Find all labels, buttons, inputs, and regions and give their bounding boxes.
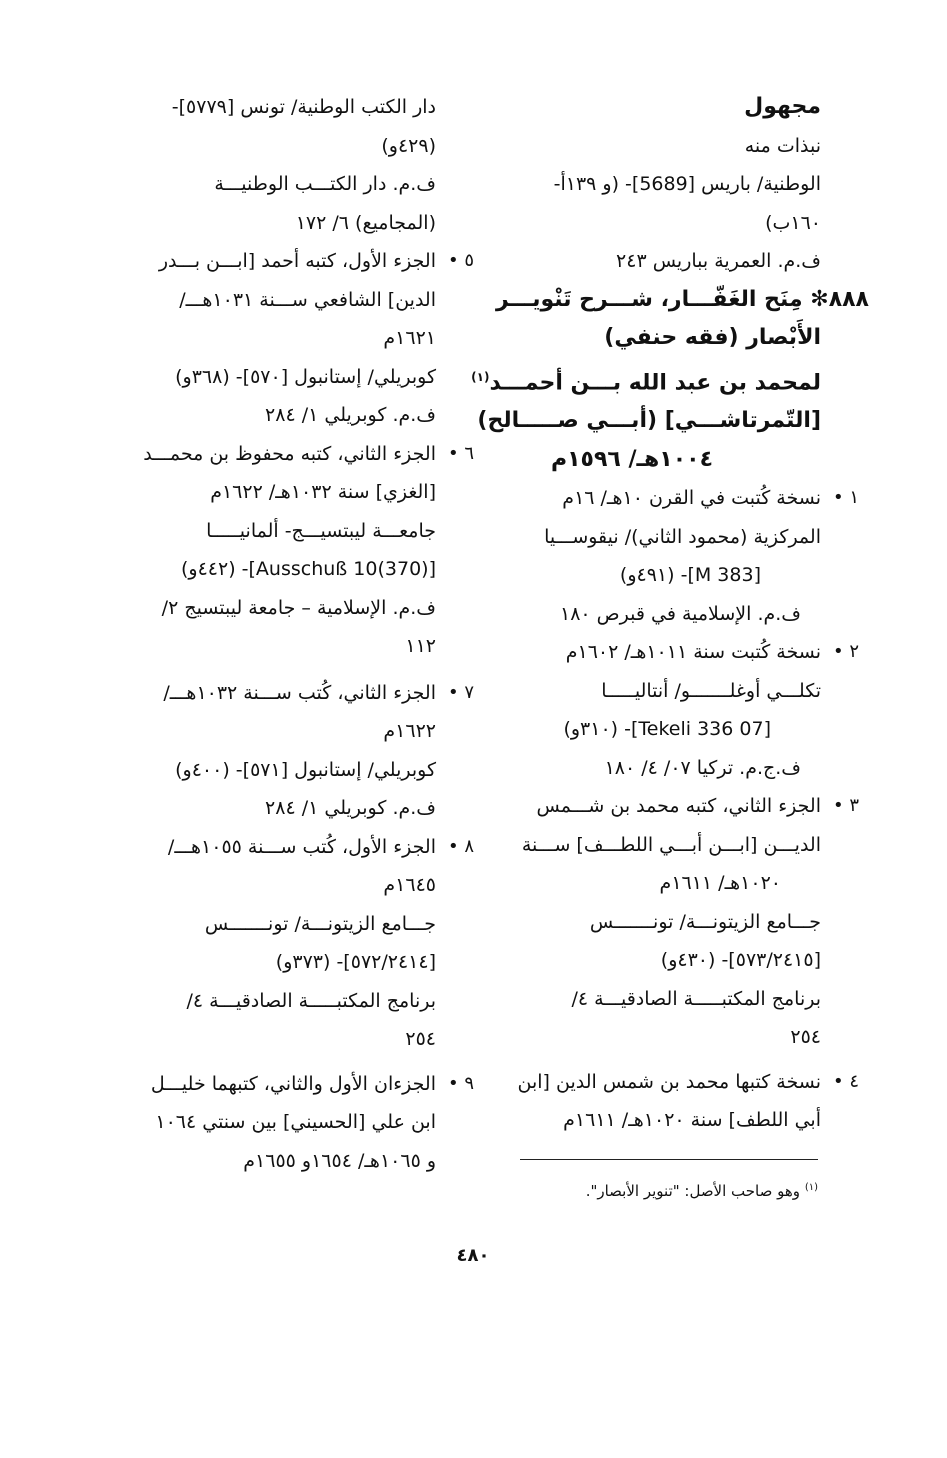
item-line: كوبريلي/ إستانبول [٥٧١]- (٤٠٠و) (175, 758, 436, 781)
item-line: الديـــن [ابـــن أبـــي اللطـــف] ســـنة (521, 833, 821, 856)
item-number: ٣ • (832, 795, 859, 817)
item-line: الجزء الثاني، كُتب ســـنة ١٠٣٢هـــ/ (163, 681, 436, 704)
item-line: ١٦٢٢م (383, 720, 436, 742)
item-line: ١١٢ (405, 635, 436, 657)
item-line: ف.م. كوبريلي ١/ ٢٨٤ (265, 404, 436, 426)
text-line: (المجاميع) ٦/ ١٧٢ (295, 211, 436, 234)
paris-line: الوطنية/ باريس [5689]- (و ١٣٩أ- (553, 173, 821, 195)
item-line: [07 Tekeli 336]- (٣١٠و) (563, 718, 771, 741)
item-line: ف.م. الإسلامية – جامعة ليبتسيج ٢/ (161, 596, 436, 619)
page-number: ٤٨٠ (456, 1245, 490, 1266)
item-line: [الغزي] سنة ١٠٣٢هـ/ ١٦٢٢م (210, 481, 436, 503)
text-line: (٤٢٩و) (381, 134, 436, 157)
item-line: جـــامع الزيتونـــة/ تونـــــــس (589, 910, 821, 933)
item-line: تكلـــي أوغلـــــــو/ أنتاليـــــا (601, 679, 821, 702)
item-line: نسخة كُتبت في القرن ١٠هـ/ ١٦م (562, 487, 821, 510)
item-line: ١٦٢١م (383, 327, 436, 349)
item-line: ٢٥٤ (405, 1028, 436, 1050)
manuscript-item (98, 674, 474, 828)
paris-line-cont: ١٦٠ب) (765, 211, 821, 234)
item-number: ٧ • (447, 681, 474, 703)
item-line: الجزء الأول، كتبه أحمد [ابـــن بـــدر (158, 250, 436, 272)
item-number: ٢ • (832, 641, 859, 663)
item-line: و ١٠٦٥هـ/ ١٦٥٤و ١٦٥٥م (243, 1149, 436, 1172)
author-line (471, 358, 821, 403)
item-line: الجزءان الأول والثاني، كتبهما خليـــل (150, 1072, 436, 1095)
item-line: ٢٥٤ (790, 1026, 821, 1049)
item-line: برنامج المكتبـــــة الصادقيـــة ٤/ (571, 987, 821, 1010)
item-line: برنامج المكتبـــــة الصادقيـــة ٤/ (186, 989, 436, 1012)
footnote-divider (520, 1159, 818, 1160)
item-line: ١٦٤٥م (383, 874, 436, 896)
footnote (520, 1176, 818, 1203)
footnote-number: (١) (804, 1182, 818, 1193)
item-line: جـــامع الزيتونـــة/ تونـــــــس (204, 912, 436, 935)
item-number: ٤ • (832, 1070, 859, 1092)
item-line: ١٠٢٠هـ/ ١٦١١م (659, 872, 781, 895)
unknown-heading: مجهول (744, 94, 821, 119)
right-column (471, 88, 869, 1140)
author-name: لمحمد بن عبد الله بـــن أحمـــد (489, 369, 821, 395)
left-column (98, 88, 474, 1180)
author-dates: ١٠٠٤هـ/ ١٥٩٦م (550, 446, 713, 472)
entry-title: مِنَح الغَفّـــار، شـــرح تَنْويـــر (495, 286, 803, 312)
manuscript-item (484, 479, 859, 633)
entry-title-line2: الأَبْصار (فقه حنفي) (604, 325, 821, 350)
item-line: الجزء الأول، كُتب ســـنة ١٠٥٥هـــ/ (167, 835, 436, 858)
item-line: الدين] الشافعي ســـنة ١٠٣١هـــ/ (179, 288, 436, 311)
item-line: ابن علي [الحسيني] بين سنتي ١٠٦٤ (155, 1111, 436, 1133)
manuscript-item (484, 1063, 859, 1140)
manuscript-item (484, 633, 859, 787)
item-line: [Ausschuß 10(370)]- (٤٤٢و) (180, 558, 436, 580)
item-line: [M 383]- (٤٩١و) (619, 564, 761, 587)
entry-number: ٨٨٨✻ (810, 286, 869, 312)
text-line: دار الكتب الوطنية/ تونس [٥٧٧٩]- (171, 96, 436, 118)
manuscript-item (98, 242, 474, 435)
item-line: ف.م. كوبريلي ١/ ٢٨٤ (265, 797, 436, 819)
manuscript-item (98, 828, 474, 1059)
item-number: ١ • (832, 487, 859, 509)
item-line: [٥٧٢/٢٤١٤]- (٣٧٣و) (275, 951, 436, 973)
item-line: كوبريلي/ إستانبول [٥٧٠]- (٣٦٨و) (175, 365, 436, 388)
author-line2: [التّمرتاشـــي] (أبـــي صـــــالح) (477, 408, 821, 434)
item-line: الجزء الثاني، كتبه محمد بن شـــمس (536, 795, 821, 818)
entry-title-line (484, 281, 869, 320)
item-line: نسخة كتبها محمد بن شمس الدين [ابن (517, 1070, 821, 1093)
item-number: ٩ • (447, 1072, 474, 1094)
item-line: الجزء الثاني، كتبه محفوظ بن محمـــد (143, 442, 436, 465)
item-number: ٦ • (447, 442, 474, 464)
paris-reference: ف.م. العمرية بباريس ٢٤٣ (616, 250, 821, 272)
manuscript-item (98, 1065, 474, 1181)
manuscript-item (98, 435, 474, 666)
item-line: [٥٧٣/٢٤١٥]- (٤٣٠و) (660, 949, 821, 972)
item-line: جامعـــة ليبتسيـــج- ألمانيـــــا (206, 519, 436, 542)
item-line: ف.ج.م. تركيا ٠٧/ ٤/ ١٨٠ (604, 756, 801, 779)
item-line: أبي اللطف] سنة ١٠٢٠هـ/ ١٦١١م (563, 1109, 821, 1132)
item-number: ٨ • (447, 835, 474, 857)
item-number: ٥ • (447, 250, 474, 271)
item-line: ف.م. الإسلامية في قبرص ١٨٠ (560, 602, 801, 625)
footnote-marker: (١) (471, 369, 490, 384)
manuscript-item (484, 787, 859, 1057)
excerpts-line: نبذات منه (744, 134, 821, 157)
item-line: المركزية (محمود الثاني)/ نيقوســـيا (544, 525, 821, 548)
footnote-text: وهو صاحب الأصل: "تنوير الأبصار". (585, 1182, 801, 1200)
text-line: ف.م. دار الكتـــب الوطنيـــة (214, 173, 436, 195)
item-line: نسخة كُتبت سنة ١٠١١هـ/ ١٦٠٢م (565, 641, 821, 664)
